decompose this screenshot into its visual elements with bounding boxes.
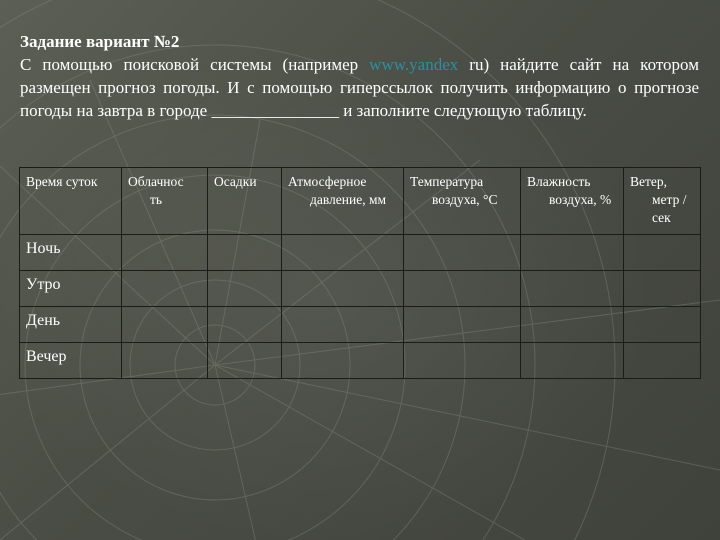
table-cell[interactable] [521, 343, 624, 379]
table-cell[interactable] [521, 307, 624, 343]
row-label-morning: Утро [20, 271, 122, 307]
table-cell[interactable] [122, 343, 208, 379]
table-cell[interactable] [208, 271, 282, 307]
table-header-row [20, 168, 701, 235]
header-temperature: Температура воздуха, °С [404, 168, 521, 235]
row-label-evening: Вечер [20, 343, 122, 379]
table-row [20, 271, 701, 307]
table-cell[interactable] [282, 343, 404, 379]
table-cell[interactable] [404, 235, 521, 271]
table-cell[interactable] [624, 235, 701, 271]
table-cell[interactable] [122, 307, 208, 343]
header-time-of-day: Время суток [20, 168, 122, 235]
task-title: Задание вариант №2 [20, 32, 180, 51]
table-cell[interactable] [208, 307, 282, 343]
table-cell[interactable] [282, 235, 404, 271]
table-cell[interactable] [624, 271, 701, 307]
task-text-part2: ru) найдите сайт на котором размещен прогноз погоды. И с помощью гиперссылок получить информацию о прогнозе погоды на завтра в городе _______________ и заполните следующую таблицу. [20, 55, 699, 120]
table-row [20, 307, 701, 343]
row-label-day: День [20, 307, 122, 343]
task-block [20, 30, 699, 122]
weather-table [19, 167, 701, 379]
task-text [20, 53, 699, 122]
table-cell[interactable] [122, 235, 208, 271]
header-precipitation: Осадки [208, 168, 282, 235]
table-cell[interactable] [521, 235, 624, 271]
table-cell[interactable] [624, 307, 701, 343]
table-cell[interactable] [282, 271, 404, 307]
header-cloudiness: Облачнос ть [122, 168, 208, 235]
table-row [20, 235, 701, 271]
table-cell[interactable] [404, 271, 521, 307]
row-label-night: Ночь [20, 235, 122, 271]
header-humidity: Влажность воздуха, % [521, 168, 624, 235]
task-text-part1: С помощью поисковой системы (например [20, 55, 370, 74]
example-link[interactable]: www.yandex [369, 55, 459, 74]
table-row [20, 343, 701, 379]
header-wind: Ветер, метр /сек [624, 168, 701, 235]
header-pressure: Атмосферное давление, мм [282, 168, 404, 235]
table-cell[interactable] [208, 235, 282, 271]
table-cell[interactable] [404, 307, 521, 343]
table-cell[interactable] [282, 307, 404, 343]
table-cell[interactable] [624, 343, 701, 379]
table-cell[interactable] [208, 343, 282, 379]
table-cell[interactable] [521, 271, 624, 307]
table-cell[interactable] [404, 343, 521, 379]
table-cell[interactable] [122, 271, 208, 307]
